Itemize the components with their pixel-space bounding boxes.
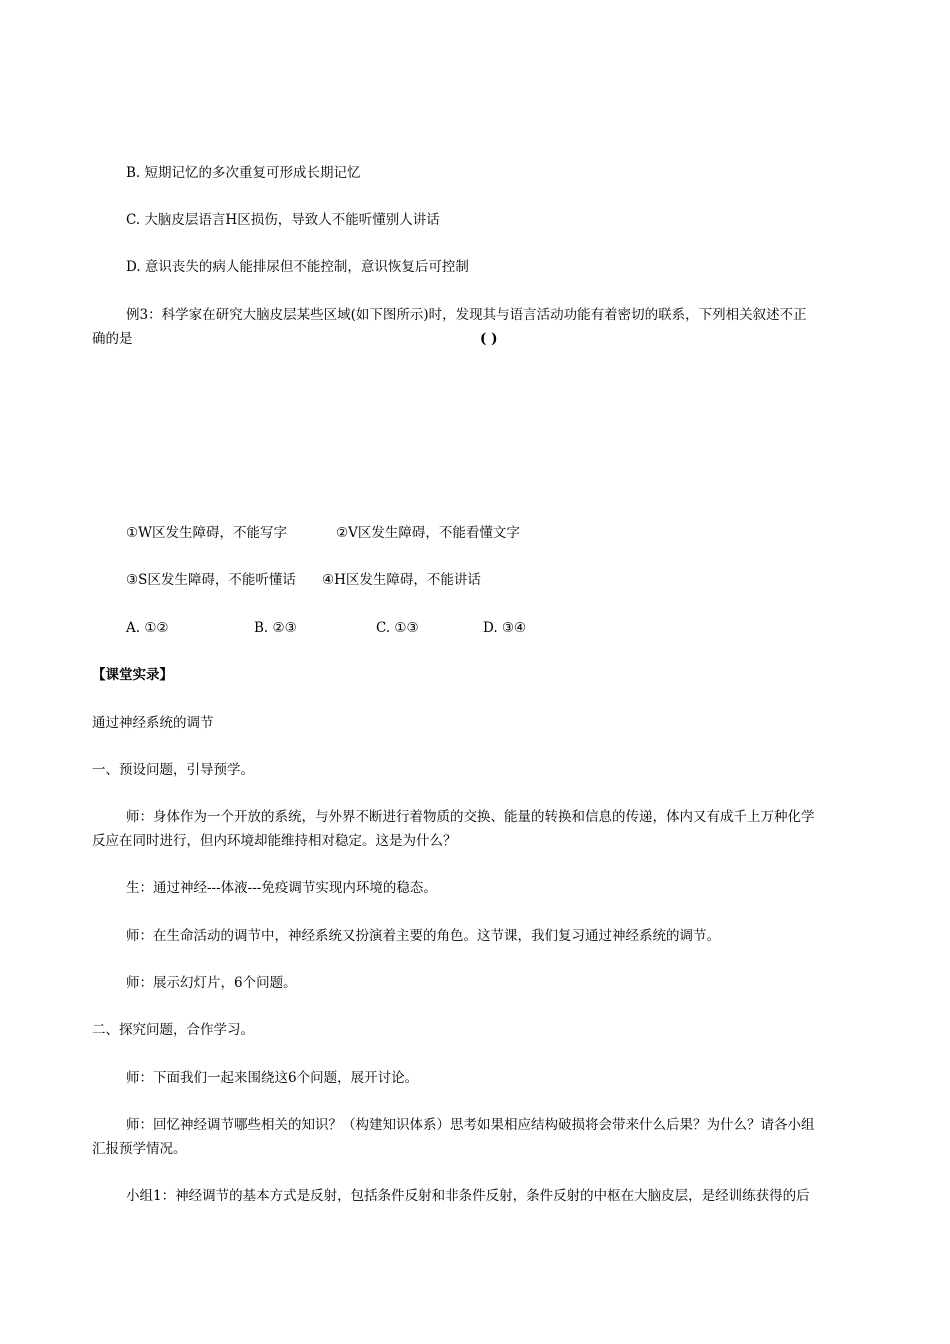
paragraph-7: 小组1：神经调节的基本方式是反射，包括条件反射和非条件反射，条件反射的中枢在大脑皮层，是经训练获得的后: [126, 1188, 810, 1204]
statement-2: ②V区发生障碍，不能看懂文字: [336, 525, 520, 541]
choice-a: A. ①②: [126, 620, 169, 636]
section-1-title: 一、预设问题，引导预学。: [92, 762, 254, 778]
statement-4: ④H区发生障碍，不能讲话: [322, 572, 481, 588]
paragraph-5: 师：下面我们一起来围绕这6个问题，展开讨论。: [126, 1070, 419, 1086]
answer-parentheses: ( ): [480, 331, 498, 347]
lesson-topic: 通过神经系统的调节: [92, 715, 214, 731]
paragraph-6-line2: 汇报预学情况。: [92, 1141, 187, 1157]
example3-question-line1: 例3：科学家在研究大脑皮层某些区域(如下图所示)时，发现其与语言活动功能有着密切的联系，下列相关叙述不正: [126, 307, 807, 323]
paragraph-2: 生：通过神经---体液---免疫调节实现内环境的稳态。: [126, 880, 437, 896]
example3-question-line2: 确的是: [92, 331, 133, 347]
choice-c: C. ①③: [376, 620, 419, 636]
statement-1: ①W区发生障碍，不能写字: [126, 525, 287, 541]
choice-d: D. ③④: [483, 620, 527, 636]
option-c: C. 大脑皮层语言H区损伤，导致人不能听懂别人讲话: [126, 212, 440, 228]
statement-3: ③S区发生障碍，不能听懂话: [126, 572, 296, 588]
section-heading: 【课堂实录】: [92, 667, 173, 683]
paragraph-6-line1: 师：回忆神经调节哪些相关的知识？（构建知识体系）思考如果相应结构破损将会带来什么后果？为什么？请各小组: [126, 1117, 815, 1133]
section-2-title: 二、探究问题，合作学习。: [92, 1022, 254, 1038]
paragraph-3: 师：在生命活动的调节中，神经系统又扮演着主要的角色。这节课，我们复习通过神经系统的调节。: [126, 928, 720, 944]
paragraph-4: 师：展示幻灯片，6个问题。: [126, 975, 297, 991]
paragraph-1-line1: 师：身体作为一个开放的系统，与外界不断进行着物质的交换、能量的转换和信息的传递，体内又有成千上万种化学: [126, 809, 815, 825]
choice-b: B. ②③: [254, 620, 297, 636]
paragraph-1-line2: 反应在同时进行，但内环境却能维持相对稳定。这是为什么？: [92, 833, 457, 849]
option-d: D. 意识丧失的病人能排尿但不能控制，意识恢复后可控制: [126, 259, 469, 275]
option-b: B. 短期记忆的多次重复可形成长期记忆: [126, 165, 361, 181]
